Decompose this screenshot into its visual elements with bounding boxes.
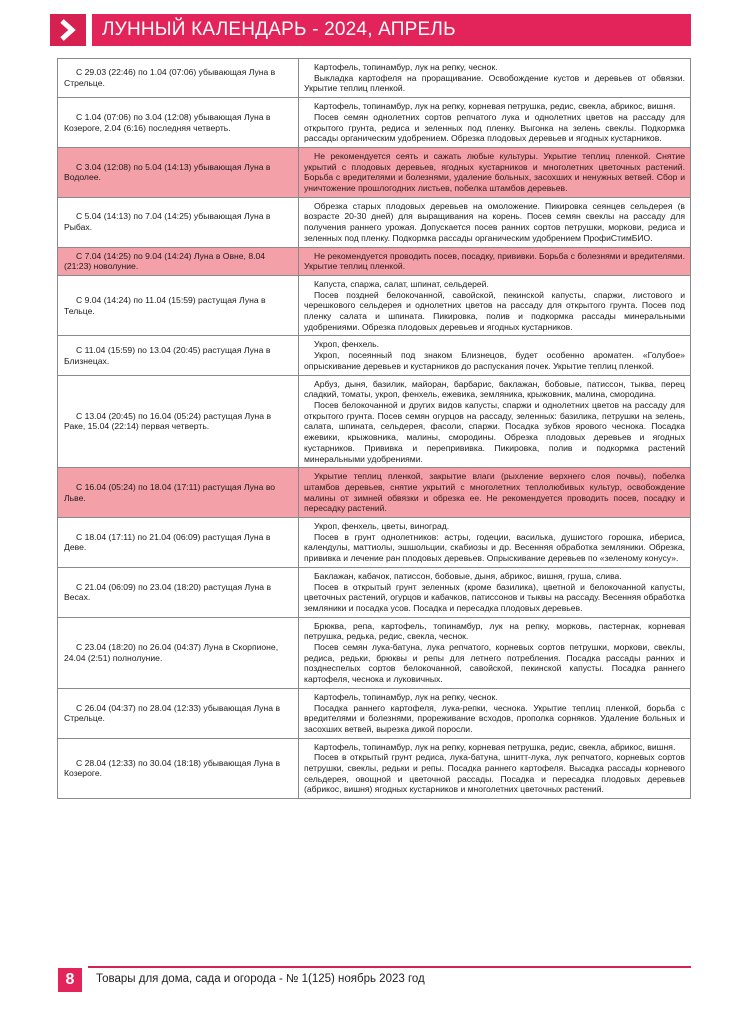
page-header <box>50 14 691 46</box>
page-title: ЛУННЫЙ КАЛЕНДАРЬ - 2024, АПРЕЛЬ <box>92 14 691 46</box>
moon-period-cell: С 3.04 (12:08) по 5.04 (14:13) убывающая Луна в Водолее. <box>58 147 299 197</box>
work-paragraph: Посев семян однолетних сортов репчатого лука и однолетних цветов на рассаду для открытого грунта, редиса и зеленных под пленку. Выгонка на зелень свеклы. Подкормка рассады органическим удобрением. Обрезка плодовых деревьев и ягодных кустарников. <box>304 111 685 144</box>
table-row <box>58 275 691 336</box>
work-paragraph: Картофель, топинамбур, лук на репку, чеснок. <box>314 691 498 702</box>
garden-work-cell <box>299 617 691 688</box>
work-paragraph: Не рекомендуется проводить посев, посадку, прививки. Борьба с болезнями и вредителями. Укрытие теплиц пленкой. <box>304 250 685 272</box>
work-paragraph: Посадка раннего картофеля, лука-репки, чеснока. Укрытие теплиц пленкой, борьба с вредителями и болезнями, прореживание всходов, прополка сорняков. Удаление больных и засохших ветвей, вырезка дикой поросли. <box>304 702 685 734</box>
table-row <box>58 336 691 375</box>
publication-info: Товары для дома, сада и огорода - № 1(125) ноябрь 2023 год <box>96 973 425 985</box>
table-row <box>58 375 691 468</box>
work-paragraph: Капуста, спаржа, салат, шпинат, сельдерей. <box>314 278 489 289</box>
garden-work-cell <box>299 688 691 738</box>
work-paragraph: Не рекомендуется сеять и сажать любые культуры. Укрытие теплиц пленкой. Снятие укрытий с плодовых деревьев, ягодных кустарников и многолетних цветочных растений. Борьба с вредителями и болезнями, удаление больных, засохших и ненужных ветвей. Сбор и уничтожение прошлогодних листьев, побелка штамбов деревьев. <box>304 150 685 194</box>
table-row <box>58 738 691 799</box>
garden-work-cell <box>299 567 691 617</box>
work-paragraph: Посев поздней белокочанной, савойской, пекинской капусты, спаржи, листового и черешкового сельдерея и однолетних цветов на рассаду для открытого грунта. Посев под пленку салата и шпината. Пикировка, полив и подкормка рассады минеральными удобрениями. Обрезка плодовых деревьев и ягодных кустарников. <box>304 289 685 332</box>
page-number: 8 <box>58 968 82 992</box>
table-row <box>58 147 691 197</box>
moon-period-cell: С 23.04 (18:20) по 26.04 (04:37) Луна в Скорпионе, 24.04 (2:51) полнолуние. <box>58 617 299 688</box>
work-paragraph: Баклажан, кабачок, патиссон, бобовые, дыня, абрикос, вишня, груша, слива. <box>314 570 622 581</box>
page-footer <box>50 964 691 994</box>
table-row <box>58 518 691 568</box>
garden-work-cell <box>299 247 691 275</box>
work-paragraph: Картофель, топинамбур, лук на репку, корневая петрушка, редис, свекла, абрикос, вишня. <box>314 101 676 112</box>
work-paragraph: Посев в грунт однолетников: астры, годеции, василька, душистого горошка, иберисa, календулы, маттиолы, эшшольции, скабиозы и др. Весенняя обработка земляники. Обрезка, прививка и лечение ран плодовых деревьев. Опрыскивание деревьев по «зеленому конусу». <box>304 531 685 564</box>
footer-divider <box>88 966 691 968</box>
moon-period-cell: С 16.04 (05:24) по 18.04 (17:11) растущая Луна во Льве. <box>58 468 299 518</box>
moon-period-cell: С 21.04 (06:09) по 23.04 (18:20) растущая Луна в Весах. <box>58 567 299 617</box>
header-marker <box>50 14 86 46</box>
moon-period-cell: С 1.04 (07:06) по 3.04 (12:08) убывающая Луна в Козероге, 2.04 (6:16) последняя четверть. <box>58 98 299 148</box>
moon-period-cell: С 7.04 (14:25) по 9.04 (14:24) Луна в Овне, 8.04 (21:23) новолуние. <box>58 247 299 275</box>
garden-work-cell <box>299 275 691 336</box>
garden-work-cell <box>299 738 691 799</box>
work-paragraph: Укроп, фенхель, цветы, виноград. <box>314 521 450 532</box>
work-paragraph: Брюква, репа, картофель, топинамбур, лук на репку, морковь, пастернак, корневая петрушка, редька, редис, свекла, чеснок. <box>304 620 685 642</box>
lunar-calendar-table <box>57 58 691 799</box>
work-paragraph: Посев белокочанной и других видов капусты, спаржи и однолетних цветов на рассаду для открытого грунта. Посев семян огурцов на рассаду, зеленных: базилика, петрушки на зелень, салата, шпината, сельдерея, фасоли, спаржи. Посадка зубков ярового чеснока. Посадка ежевики, крыжовника, малины, смородины. Обрезка плодовых деревьев и ягодных кустарников. Прививка и перепрививка. Пикировка, полив и подкормка растений минеральными удобрениями. <box>304 399 685 464</box>
garden-work-cell <box>299 197 691 247</box>
garden-work-cell <box>299 375 691 468</box>
table-row <box>58 98 691 148</box>
moon-period-cell: С 26.04 (04:37) по 28.04 (12:33) убывающая Луна в Стрельце. <box>58 688 299 738</box>
garden-work-cell <box>299 468 691 518</box>
table-row <box>58 688 691 738</box>
garden-work-cell <box>299 336 691 375</box>
moon-period-cell: С 5.04 (14:13) по 7.04 (14:25) убывающая Луна в Рыбах. <box>58 197 299 247</box>
moon-period-cell: С 28.04 (12:33) по 30.04 (18:18) убывающая Луна в Козероге. <box>58 738 299 799</box>
work-paragraph: Посев семян лука-батуна, лука репчатого, корневых сортов петрушки, моркови, свеклы, редиса, редьки, брюквы и репы для летнего потребления. Посадка рассады ранних и позднеспелых сортов белокочанной, савойской, пекинской капусты. Посадка раннего картофеля, чеснока и луковичных. <box>304 642 685 685</box>
chevron-right-icon <box>58 19 78 41</box>
work-paragraph: Обрезка старых плодовых деревьев на омоложение. Пикировка сеянцев сельдерея (в возрасте 20-30 дней) для выращивания на корень. Посев семян свеклы на рассаду для получения раннего урожая. Допускается посев ранних сортов петрушки, моркови, редиса и зеленных под пленку. Подкормка рассады органическим удобрением ПрофиСтимБИО. <box>304 200 685 243</box>
work-paragraph: Посев в открытый грунт зеленных (кроме базилика), цветной и белокочанной капусты, цветочных растений, огурцов и кабачков, патиссонов и тыквы на рассаду. Весенняя обработка земляники и посадка усов. Посадка и пересадка плодовых деревьев. <box>304 581 685 613</box>
table-row <box>58 617 691 688</box>
table-row <box>58 197 691 247</box>
moon-period-cell: С 18.04 (17:11) по 21.04 (06:09) растущая Луна в Деве. <box>58 518 299 568</box>
work-paragraph: Укроп, посеянный под знаком Близнецов, будет особенно ароматен. «Голубое» опрыскивание деревьев и кустарников до распускания почек. Укрытие теплиц пленкой. <box>304 350 685 371</box>
work-paragraph: Выкладка картофеля на проращивание. Освобождение кустов и деревьев от обвязки. Укрытие теплиц пленкой. <box>304 72 685 94</box>
garden-work-cell <box>299 518 691 568</box>
moon-period-cell: С 9.04 (14:24) по 11.04 (15:59) растущая Луна в Тельце. <box>58 275 299 336</box>
garden-work-cell <box>299 59 691 98</box>
work-paragraph: Арбуз, дыня, базилик, майоран, барбарис, баклажан, бобовые, патиссон, тыква, перец сладкий, томаты, укроп, фенхель, ежевика, земляника, крыжовник, малина, смородина. <box>304 378 685 400</box>
garden-work-cell <box>299 147 691 197</box>
moon-period-cell: С 11.04 (15:59) по 13.04 (20:45) растущая Луна в Близнецах. <box>58 336 299 375</box>
table-row <box>58 567 691 617</box>
work-paragraph: Укроп, фенхель. <box>314 339 379 350</box>
work-paragraph: Картофель, топинамбур, лук на репку, чеснок. <box>314 62 498 72</box>
work-paragraph: Картофель, топинамбур, лук на репку, корневая петрушка, редис, свекла, абрикос, вишня. <box>314 741 676 752</box>
table-row <box>58 468 691 518</box>
moon-period-cell: С 13.04 (20:45) по 16.04 (05:24) растущая Луна в Раке, 15.04 (22:14) первая четверть. <box>58 375 299 468</box>
table-row <box>58 247 691 275</box>
work-paragraph: Посев в открытый грунт редиса, лука-батуна, шнитт-лука, лук репчатого, корневых сортов петрушки, свеклы, редьки и репы. Посадка раннего картофеля. Высадка рассады корневого сельдерея, овощной и цветочной рассады. Посадка и пересадка плодовых деревьев (абрикос, вишня) ягодных кустарников и многолетних цветочных растений. <box>304 752 685 795</box>
moon-period-cell: С 29.03 (22:46) по 1.04 (07:06) убывающая Луна в Стрельце. <box>58 59 299 98</box>
work-paragraph: Укрытие теплиц пленкой, закрытие влаги (рыхление верхнего слоя почвы), побелка штамбов деревьев, снятие укрытий с многолетних теплолюбивых культур, освобождение малины от зимней обвязки и обрезка ее. Не рекомендуется проводить посев, посадку и пересадку растений. <box>304 471 685 514</box>
table-row <box>58 59 691 98</box>
garden-work-cell <box>299 98 691 148</box>
